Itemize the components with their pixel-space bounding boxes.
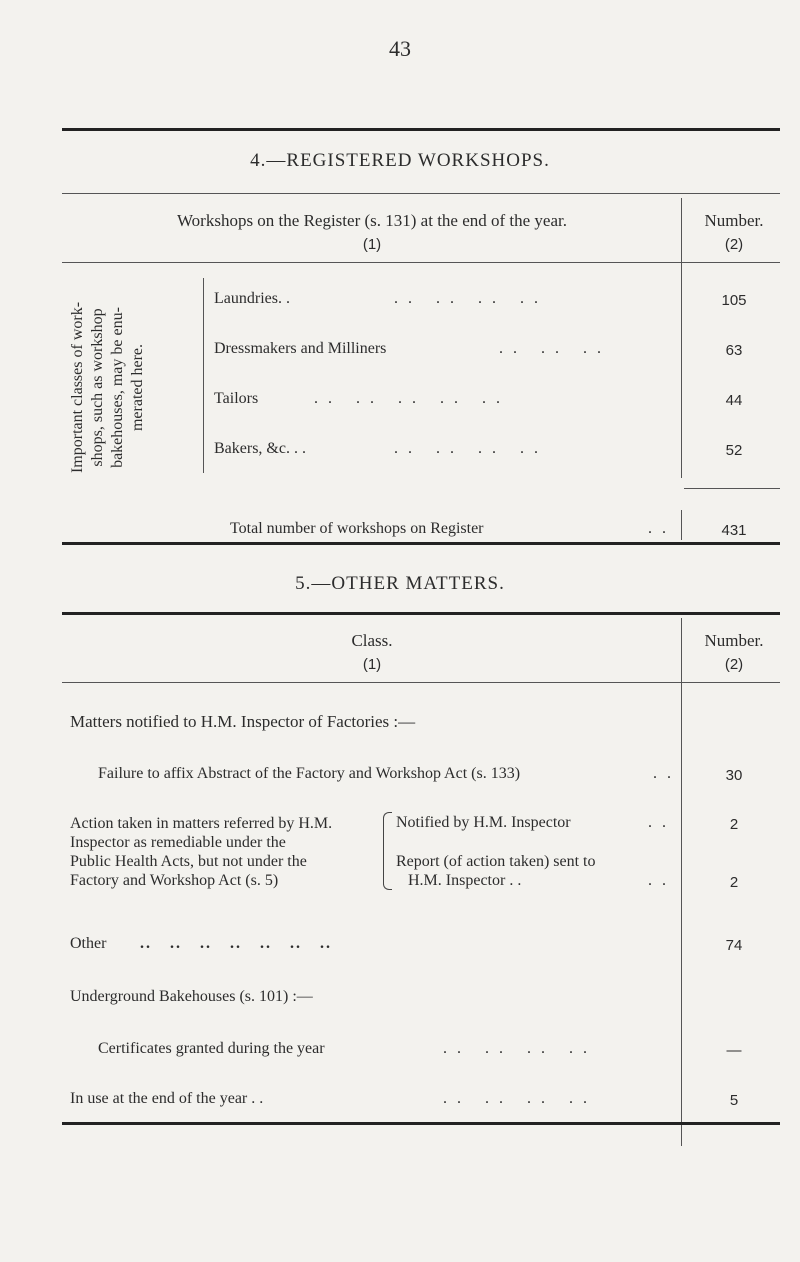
in-use-dots: . . . . . . . . bbox=[443, 1090, 590, 1107]
total-dots: . . bbox=[648, 520, 669, 537]
section4-header-bottom-rule bbox=[62, 262, 780, 263]
total-label: Total number of workshops on Register bbox=[230, 520, 484, 537]
other-dots: .. .. .. .. .. .. .. bbox=[140, 935, 332, 952]
in-use-value: 5 bbox=[729, 1092, 739, 1109]
action-text bbox=[70, 814, 380, 890]
row-dots: . . . . . . . . . . bbox=[314, 390, 503, 407]
side-label-line-4: merated here. bbox=[129, 343, 146, 432]
failure-value: 30 bbox=[725, 767, 743, 784]
row-dots: . . . . . . bbox=[499, 340, 604, 357]
row-label: Laundries. . bbox=[214, 290, 290, 307]
failure-row bbox=[98, 765, 678, 783]
side-label-line-1: Important classes of work- bbox=[69, 301, 86, 474]
action-brace bbox=[383, 812, 392, 890]
action-line-2: Inspector as remediable under the bbox=[70, 834, 286, 851]
section4-col1-number: (1) bbox=[362, 236, 382, 253]
section4-brace bbox=[203, 278, 204, 473]
section4-col1-header: Workshops on the Register (s. 131) at the end of the year. bbox=[176, 211, 567, 230]
section5-col1-header: Class. bbox=[351, 631, 393, 650]
section5-col2-header: Number. bbox=[704, 631, 764, 650]
report-value: 2 bbox=[729, 874, 739, 891]
row-label: Tailors bbox=[214, 390, 259, 407]
row-label: Dressmakers and Milliners bbox=[214, 340, 387, 357]
certificates-label: Certificates granted during the year bbox=[98, 1040, 325, 1057]
section5-col1-number: (1) bbox=[362, 656, 382, 673]
side-label-line-2: shops, such as workshop bbox=[89, 308, 106, 467]
action-line-4: Factory and Workshop Act (s. 5) bbox=[70, 872, 279, 889]
workshop-total-row bbox=[230, 520, 676, 538]
section4-column-divider bbox=[681, 198, 682, 478]
report-text bbox=[396, 852, 678, 890]
workshop-value-bakers: 52 bbox=[725, 442, 743, 459]
section5-bottom-rule bbox=[62, 1122, 780, 1125]
row-dots: . . . . . . . . bbox=[394, 290, 541, 307]
workshop-value-dressmakers: 63 bbox=[725, 342, 743, 359]
workshop-row-laundries bbox=[214, 290, 676, 308]
total-rule bbox=[684, 488, 780, 489]
certificates-dots: . . . . . . . . bbox=[443, 1040, 590, 1057]
section4-bottom-rule bbox=[62, 542, 780, 545]
workshop-total-value: 431 bbox=[721, 522, 747, 539]
section4-header-top-rule bbox=[62, 193, 780, 194]
in-use-label: In use at the end of the year . . bbox=[70, 1090, 264, 1107]
other-row bbox=[70, 935, 678, 953]
page-number: 43 bbox=[389, 36, 411, 61]
action-line-3: Public Health Acts, but not under the bbox=[70, 853, 307, 870]
notified-value: 2 bbox=[729, 816, 739, 833]
workshop-value-laundries: 105 bbox=[721, 292, 747, 309]
section4-side-label bbox=[68, 270, 188, 505]
in-use-row bbox=[70, 1090, 678, 1108]
notified-dots: . . bbox=[648, 814, 669, 831]
workshop-value-tailors: 44 bbox=[725, 392, 743, 409]
workshop-row-tailors bbox=[214, 390, 676, 408]
row-label: Bakers, &c. . . bbox=[214, 440, 306, 457]
failure-label: Failure to affix Abstract of the Factory and Workshop Act (s. 133) bbox=[98, 765, 521, 782]
notified-label: Notified by H.M. Inspector bbox=[396, 814, 571, 831]
notified-row bbox=[396, 814, 678, 832]
section5-title: 5.—OTHER MATTERS. bbox=[295, 573, 505, 594]
certificates-value: — bbox=[726, 1042, 742, 1059]
section5-col2-number: (2) bbox=[724, 656, 744, 673]
section4-col2-header: Number. bbox=[704, 211, 764, 230]
total-column-divider bbox=[681, 510, 682, 540]
section5-header-bottom-rule bbox=[62, 682, 780, 683]
report-line-2: H.M. Inspector . . bbox=[408, 872, 522, 889]
certificates-row bbox=[98, 1040, 678, 1058]
section4-col2-number: (2) bbox=[724, 236, 744, 253]
section5-column-divider bbox=[681, 618, 682, 1146]
action-line-1: Action taken in matters referred by H.M. bbox=[70, 815, 333, 832]
matters-heading: Matters notified to H.M. Inspector of Factories :— bbox=[70, 712, 416, 731]
section5-top-rule bbox=[62, 612, 780, 615]
row-dots: . . . . . . . . bbox=[394, 440, 541, 457]
underground-heading: Underground Bakehouses (s. 101) :— bbox=[70, 988, 313, 1005]
report-dots: . . bbox=[648, 872, 669, 889]
failure-dots: . . bbox=[653, 765, 674, 782]
section4-title: 4.—REGISTERED WORKSHOPS. bbox=[250, 150, 550, 171]
workshop-row-dressmakers bbox=[214, 340, 676, 358]
other-value: 74 bbox=[725, 937, 743, 954]
workshop-row-bakers bbox=[214, 440, 676, 458]
top-divider bbox=[62, 128, 780, 131]
side-label-line-3: bakehouses, may be enu- bbox=[109, 307, 126, 468]
other-label: Other bbox=[70, 935, 107, 952]
report-line-1: Report (of action taken) sent to bbox=[396, 853, 596, 870]
